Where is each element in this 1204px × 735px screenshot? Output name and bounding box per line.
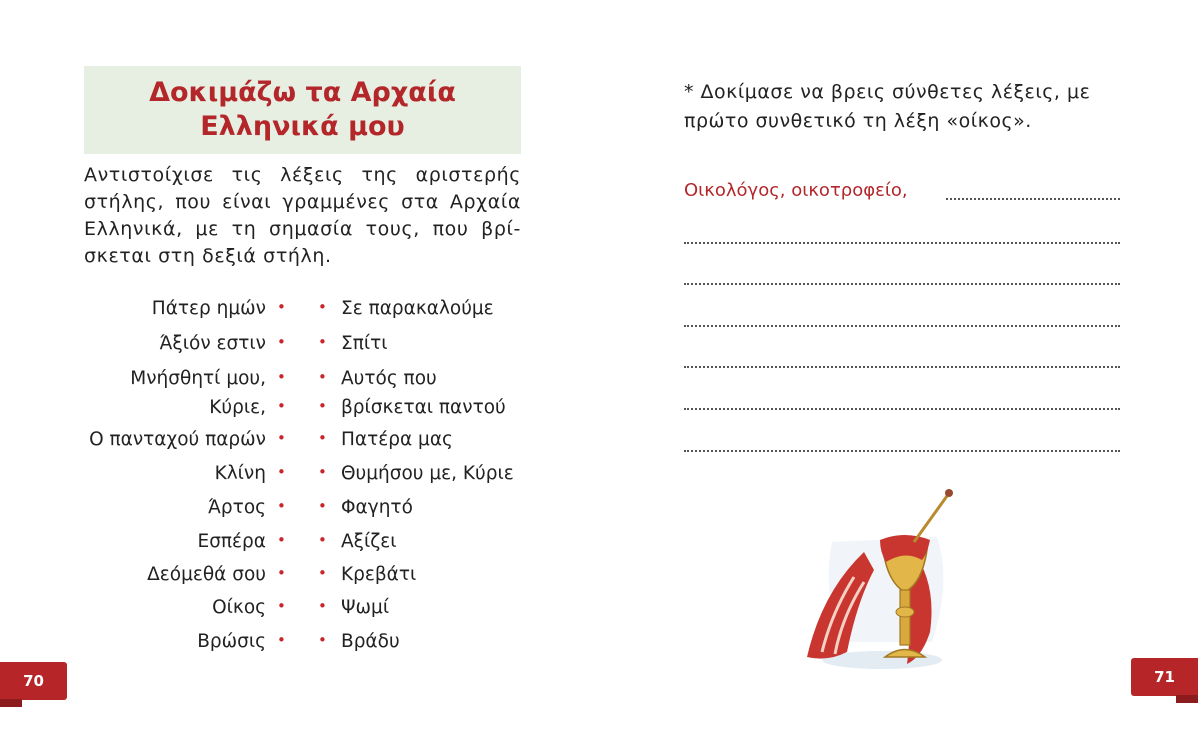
spoon-handle bbox=[914, 496, 947, 542]
dotted-line bbox=[684, 283, 1120, 285]
right-term: Σπίτι bbox=[341, 333, 388, 354]
left-bullet-point[interactable]: • bbox=[277, 564, 286, 582]
dotted-line bbox=[684, 242, 1120, 244]
answer-line[interactable] bbox=[684, 307, 1120, 331]
dotted-line bbox=[684, 325, 1120, 327]
left-term: Άξιόν εστιν bbox=[159, 333, 266, 354]
right-term: Κρεβάτι bbox=[341, 564, 417, 585]
left-term: Δεόμεθά σου bbox=[147, 564, 266, 585]
left-term: Πάτερ ημών bbox=[151, 298, 266, 319]
left-term: Μνήσθητί μου, bbox=[130, 368, 266, 389]
right-term: Ψωμί bbox=[341, 597, 390, 618]
dotted-line bbox=[684, 450, 1120, 452]
left-bullet-point[interactable]: • bbox=[277, 298, 286, 316]
page-title-line-2: Ελληνικά μου bbox=[200, 111, 405, 142]
left-term: Βρώσις bbox=[197, 631, 266, 652]
right-term: Αξίζει bbox=[341, 531, 397, 552]
left-bullet-point[interactable]: • bbox=[277, 463, 286, 481]
chalice-illustration bbox=[802, 482, 972, 672]
matching-row bbox=[0, 597, 1204, 625]
left-bullet-point[interactable]: • bbox=[277, 429, 286, 447]
left-term: Κλίνη bbox=[214, 463, 266, 484]
right-bullet-point[interactable]: • bbox=[318, 463, 327, 481]
right-bullet-point[interactable]: • bbox=[318, 564, 327, 582]
page-title-line-1: Δοκιμάζω τα Αρχαία bbox=[149, 77, 456, 108]
right-bullet-point[interactable]: • bbox=[318, 368, 327, 386]
exercise-instructions: Αντιστοίχισε τις λέξεις της αριστερής στήλης, που είναι γραμμένες στα Αρχαία Ελληνικά, με τη σημασία τους, που βρί-σκεται στη δεξιά στήλη. bbox=[84, 164, 521, 267]
title-box bbox=[84, 66, 521, 154]
right-bullet-point[interactable]: • bbox=[318, 298, 327, 316]
answer-line[interactable] bbox=[684, 265, 1120, 289]
matching-row bbox=[0, 631, 1204, 659]
left-bullet-point[interactable]: • bbox=[277, 368, 286, 386]
dotted-line bbox=[946, 198, 1120, 200]
right-bullet-point[interactable]: • bbox=[318, 333, 327, 351]
answer-line[interactable] bbox=[684, 390, 1120, 414]
right-bullet-point[interactable]: • bbox=[318, 397, 327, 415]
left-term: Εσπέρα bbox=[197, 531, 266, 552]
left-bullet-point[interactable]: • bbox=[277, 333, 286, 351]
matching-row bbox=[0, 497, 1204, 525]
left-term: Άρτος bbox=[208, 497, 266, 518]
left-bullet-point[interactable]: • bbox=[277, 597, 286, 615]
right-bullet-point[interactable]: • bbox=[318, 531, 327, 549]
page-number-right: 71 bbox=[1131, 658, 1198, 696]
right-bullet-point[interactable]: • bbox=[318, 497, 327, 515]
matching-row bbox=[0, 564, 1204, 592]
right-term: Σε παρακαλούμε bbox=[341, 298, 494, 319]
spoon-cross bbox=[945, 489, 953, 497]
dotted-line bbox=[684, 366, 1120, 368]
right-term: Φαγητό bbox=[341, 497, 413, 518]
page-number-left: 70 bbox=[0, 662, 67, 700]
left-bullet-point[interactable]: • bbox=[277, 531, 286, 549]
exercise-prompt: * Δοκίμασε να βρεις σύνθετες λέξεις, με πρώτο συνθετικό τη λέξη «οίκος». bbox=[684, 81, 1091, 132]
answer-line[interactable] bbox=[684, 432, 1120, 456]
right-term: Πατέρα μας bbox=[341, 429, 453, 450]
answer-line[interactable] bbox=[684, 348, 1120, 372]
right-term: Αυτός που bbox=[341, 368, 437, 389]
dotted-line bbox=[684, 408, 1120, 410]
right-bullet-point[interactable]: • bbox=[318, 597, 327, 615]
example-words: Οικολόγος, οικοτροφείο, bbox=[684, 180, 908, 201]
matching-row bbox=[0, 531, 1204, 559]
right-term: Βράδυ bbox=[341, 631, 400, 652]
right-term: Θυμήσου με, Κύριε bbox=[341, 463, 514, 484]
chalice-knot bbox=[896, 607, 914, 617]
matching-row bbox=[0, 463, 1204, 491]
right-bullet-point[interactable]: • bbox=[318, 429, 327, 447]
left-term: Ο πανταχού παρών bbox=[89, 429, 266, 450]
left-bullet-point[interactable]: • bbox=[277, 397, 286, 415]
answer-line[interactable] bbox=[684, 180, 1120, 204]
left-term: Κύριε, bbox=[209, 397, 266, 418]
answer-line[interactable] bbox=[684, 224, 1120, 248]
right-bullet-point[interactable]: • bbox=[318, 631, 327, 649]
right-term: βρίσκεται παντού bbox=[341, 397, 506, 418]
left-bullet-point[interactable]: • bbox=[277, 631, 286, 649]
left-bullet-point[interactable]: • bbox=[277, 497, 286, 515]
left-term: Οίκος bbox=[212, 597, 266, 618]
